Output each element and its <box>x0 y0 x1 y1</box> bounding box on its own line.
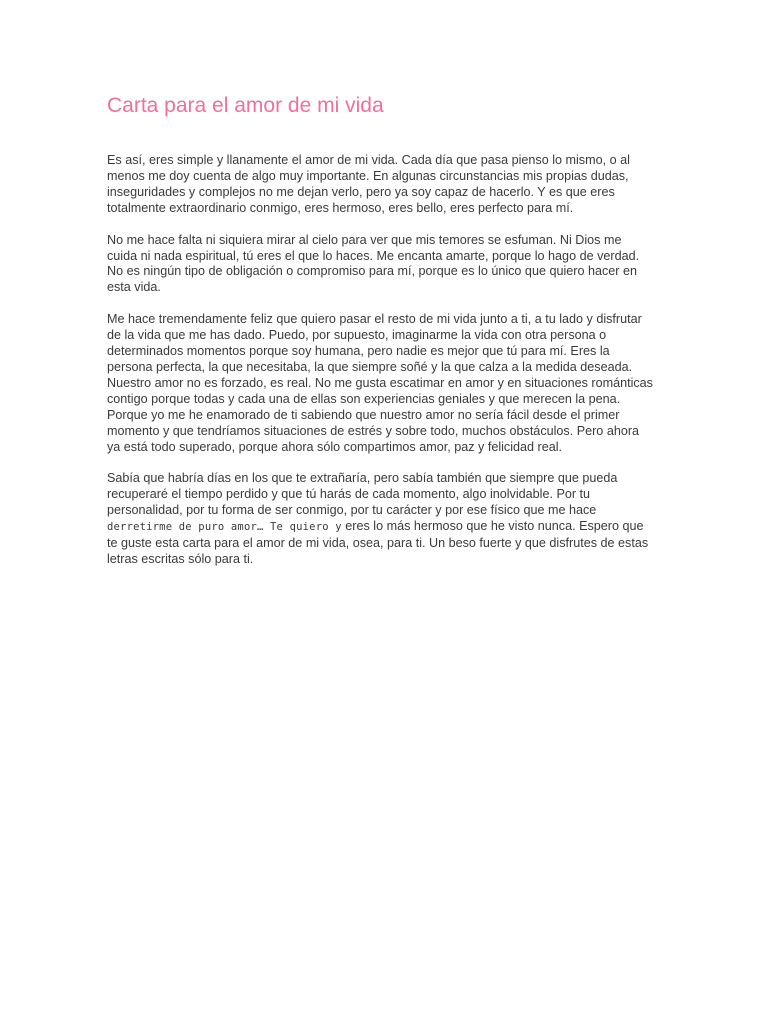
page-title: Carta para el amor de mi vida <box>107 94 384 117</box>
paragraph-4-text-end: eres lo más hermoso que he visto nunca. Espero que te guste esta carta para el amor de mi vida, osea, para ti. Un beso fuerte y que disfrutes de estas letras escritas sólo para ti. <box>107 519 649 566</box>
letter-body <box>107 153 655 568</box>
paragraph-4-text-start: Sabía que habría días en los que te extrañaría, pero sabía también que siempre que pueda recuperaré el tiempo perdido y que tú harás de cada momento, algo inolvidable. Por tu personalidad, por tu forma de ser conmigo, por tu carácter y por ese físico que me hace <box>107 471 618 518</box>
paragraph-4 <box>107 471 655 567</box>
paragraph-2: No me hace falta ni siquiera mirar al cielo para ver que mis temores se esfuman. Ni Dios me cuida ni nada espiritual, tú eres el que lo haces. Me encanta amarte, porque lo hago de verdad. No es ningún tipo de obligación o compromiso para mí, porque es lo único que quiero hacer en esta vida. <box>107 232 640 295</box>
letter-content <box>107 92 655 584</box>
paragraph-3: Me hace tremendamente feliz que quiero pasar el resto de mi vida junto a ti, a tu lado y disfrutar de la vida que me has dado. Puedo, por supuesto, imaginarme la vida con otra persona o determinados momentos porque soy humana, pero nadie es mejor que tú para mí. Eres la persona perfecta, la que necesitaba, la que siempre soñé y la que calza a la medida deseada. Nuestro amor no es forzado, es real. No me gusta escatimar en amor y en situaciones románticas contigo porque todas y cada una de ellas son experiencias geniales y que merecen la pena. Porque yo me he enamorado de ti sabiendo que nuestro amor no sería fácil desde el primer momento y que tendríamos situaciones de estrés y sobre todo, muchos obstáculos. Pero ahora ya está todo superado, porque ahora sólo compartimos amor, paz y felicidad real. <box>107 312 653 454</box>
paragraph-1: Es así, eres simple y llanamente el amor de mi vida. Cada día que pasa pienso lo mismo, o al menos me doy cuenta de algo muy importante. En algunas circunstancias mis propias dudas, inseguridades y complejos no me dejan verlo, pero ya soy capaz de hacerlo. Y es que eres totalmente extraordinario conmigo, eres hermoso, eres bello, eres perfecto para mí. <box>107 153 630 215</box>
paragraph-4-mono-text: derretirme de puro amor… Te quiero y <box>107 521 342 534</box>
